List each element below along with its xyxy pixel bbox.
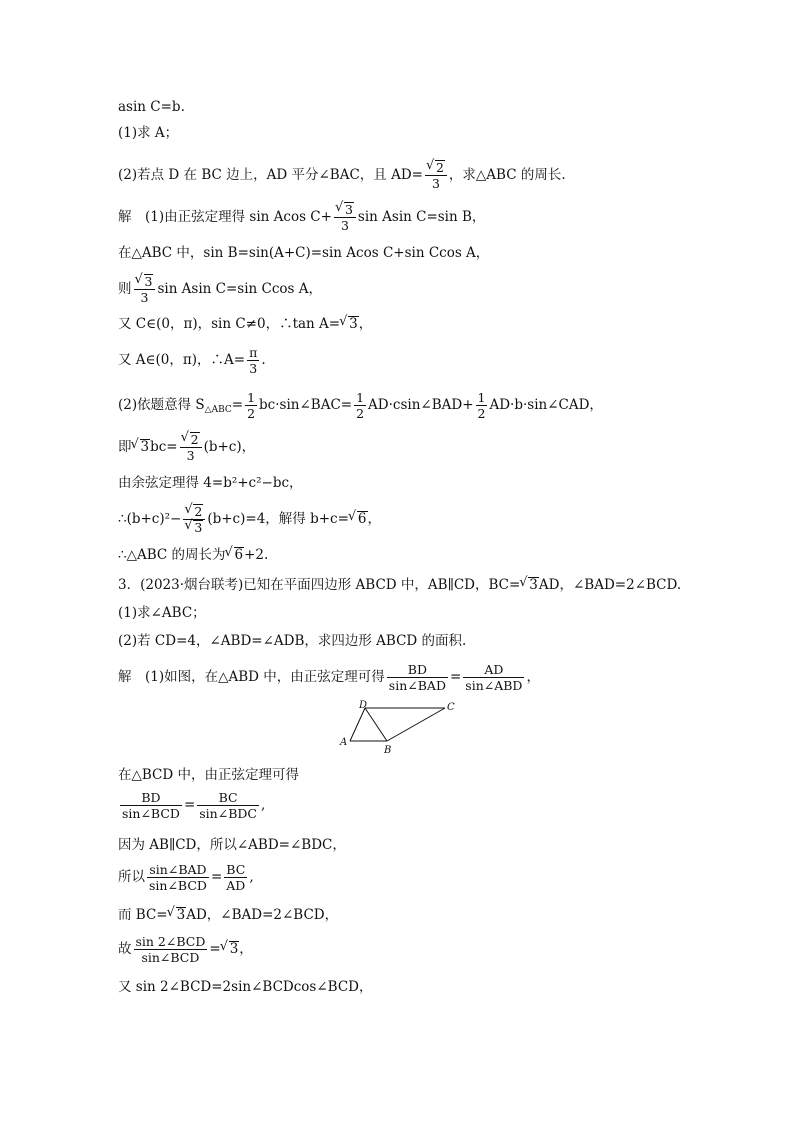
- radical: √ 3: [221, 940, 240, 958]
- fraction: $\frac{\pi}{3}$: [249, 345, 258, 376]
- fraction: √ $\frac{3}{3}$: [134, 274, 156, 305]
- text-line: 解 (1)如图，在△ABD 中，由正弦定理可得 $\frac{BD}{\text{sin∠BAD}}$ = $\frac{AD}{\text{sin∠ABD}}$ ，: [118, 662, 540, 693]
- fraction: $\frac{BC}{AD}$: [226, 862, 246, 893]
- text-line: 因为 AB∥CD，所以∠ABD=∠BDC，: [118, 837, 346, 853]
- text-line: 由余弦定理得 4=b²+c²−bc，: [118, 475, 303, 491]
- fraction: $\frac{1}{2}$: [477, 390, 486, 421]
- text-line: asin C=b.: [118, 99, 185, 115]
- fraction: $\frac{BD}{\text{sin∠BCD}}$: [122, 790, 180, 821]
- text-line: ∴△ABC 的周长为√ 6+2.: [118, 546, 268, 564]
- text-line: 则 √ $\frac{3}{3}$ sin Asin C=sin Ccos A，: [118, 274, 322, 305]
- vertex-label-a: A: [340, 737, 348, 748]
- radical: √ 3: [520, 576, 539, 594]
- radical: √ 6: [226, 546, 245, 564]
- text-line: 又 A∈(0，π)，∴A= $\frac{\pi}{3}$ .: [118, 345, 266, 376]
- question-3-stem: 3．(2023·烟台联考)已知在平面四边形 ABCD 中，AB∥CD，BC=√ 3AD，∠BAD=2∠BCD.: [118, 576, 681, 594]
- radical: √ 3: [132, 438, 151, 456]
- text-line: (2)若 CD=4，∠ABD=∠ADB，求四边形 ABCD 的面积.: [118, 633, 467, 649]
- vertex-label-b: B: [384, 745, 392, 756]
- fraction: √ $\frac{3}{3}$: [334, 202, 356, 233]
- text-line: (1)求 A；: [118, 125, 179, 141]
- vertex-label-c: C: [447, 702, 455, 713]
- vertex-label-d: D: [359, 700, 368, 711]
- text-line: 解 (1)由正弦定理得 sin Acos C+ √ $\frac{3}{3}$ sin Asin C=sin B，: [118, 202, 485, 233]
- text-line: $\frac{BD}{\text{sin∠BCD}}$ = $\frac{BC}{\text{sin∠BDC}}$ ,: [122, 790, 266, 821]
- text-line: 又 sin 2∠BCD=2sin∠BCDcos∠BCD，: [118, 979, 373, 995]
- fraction: $\frac{AD}{\text{sin∠ABD}}$: [465, 662, 523, 693]
- fraction: √ $\frac{2}{3}$: [180, 432, 202, 463]
- radical: √ 3: [340, 315, 359, 333]
- fraction: √ 2 √ 3: [183, 504, 205, 535]
- text-line: 又 C∈(0，π)，sin C≠0，∴tan A=√ 3，: [118, 315, 372, 333]
- text-line: ∴(b+c)²− √ 2 √ 3 (b+c)=4，解得 b+c=√ 6，: [118, 504, 381, 535]
- quadrilateral-figure: [335, 700, 465, 760]
- fraction: √ $\frac{2}{3}$: [425, 160, 447, 191]
- radical: √ 6: [349, 510, 368, 528]
- segment-db: [365, 708, 387, 741]
- fraction: $\frac{BC}{\text{sin∠BDC}}$: [199, 790, 257, 821]
- fraction: $\frac{1}{2}$: [356, 390, 365, 421]
- radical: √ 3: [168, 906, 187, 924]
- fraction: $\frac{\text{sin∠BAD}}{\text{sin∠BCD}}$: [149, 862, 207, 893]
- text-line: 所以 $\frac{\text{sin∠BAD}}{\text{sin∠BCD}}$ = $\frac{BC}{AD}$ ,: [118, 862, 254, 893]
- text-line: 在△ABC 中，sin B=sin(A+C)=sin Acos C+sin Ccos A，: [118, 245, 490, 261]
- text-line: 在△BCD 中，由正弦定理可得: [118, 767, 299, 783]
- text-line: 即√ 3bc= √ $\frac{2}{3}$ (b+c)，: [118, 432, 255, 463]
- text-line: 故 $\frac{\text{sin 2∠BCD}}{\text{sin∠BCD}}$ =√ 3，: [118, 934, 253, 965]
- fraction: $\frac{\text{sin 2∠BCD}}{\text{sin∠BCD}}$: [135, 934, 206, 965]
- text-line: 而 BC=√ 3AD，∠BAD=2∠BCD，: [118, 906, 338, 924]
- text-line: (1)求∠ABC；: [118, 605, 206, 621]
- fraction: $\frac{BD}{\text{sin∠BAD}}$: [388, 662, 446, 693]
- text-line: (2)依题意得 $S_{\triangle ABC}=$ $\frac{1}{2}$ bc·sin∠BAC= $\frac{1}{2}$ AD·csin∠BAD+ $\frac{1}{2}$ AD·b·sin∠CAD，: [118, 390, 603, 421]
- segment-cb: [387, 708, 445, 741]
- segment-da: [350, 708, 365, 741]
- fraction: $\frac{1}{2}$: [247, 390, 256, 421]
- text-line: (2)若点 D 在 BC 边上，AD 平分∠BAC，且 AD= √ $\frac{2}{3}$ ，求△ABC 的周长.: [118, 160, 566, 191]
